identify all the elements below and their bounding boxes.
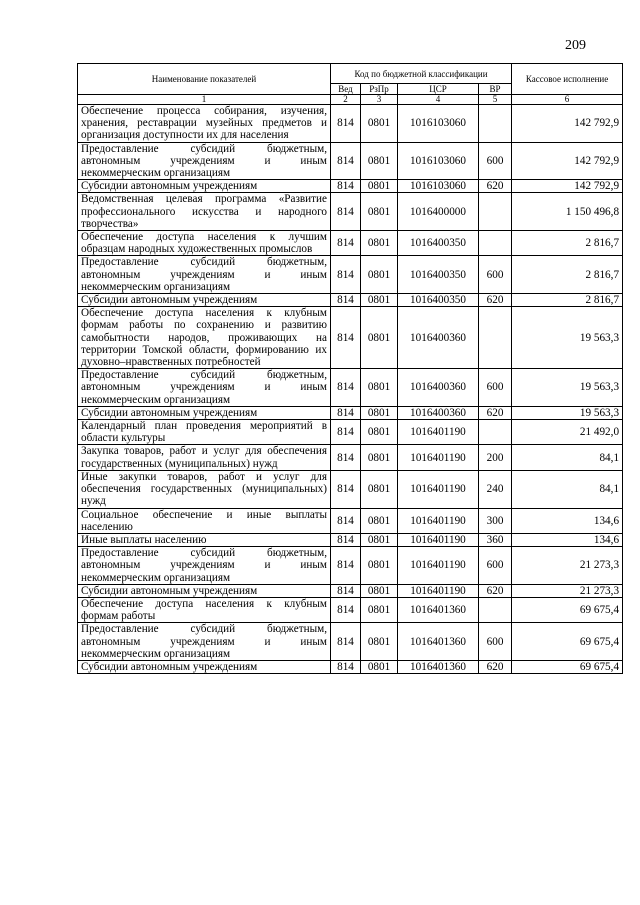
row-name: Календарный план проведения мероприятий в области культуры [78,420,331,445]
table-row [78,445,623,470]
row-ved: 814 [331,597,361,622]
row-rzpr: 0801 [361,142,398,180]
row-ved: 814 [331,533,361,546]
table-row [78,105,623,143]
row-rzpr: 0801 [361,180,398,193]
row-name: Предоставление субсидий бюджетным, автономным учреждениям и иным некоммерческим организациям [78,369,331,407]
row-ved: 814 [331,307,361,369]
row-csr: 1016400350 [398,256,479,294]
row-vr [479,307,512,369]
row-rzpr: 0801 [361,294,398,307]
row-name: Предоставление субсидий бюджетным, автономным учреждениям и иным некоммерческим организациям [78,256,331,294]
row-amount: 134,6 [512,533,623,546]
row-name: Субсидии автономным учреждениям [78,406,331,419]
row-ved: 814 [331,142,361,180]
table-row [78,470,623,508]
header-name: Наименование показателей [78,64,331,95]
row-name: Субсидии автономным учреждениям [78,584,331,597]
row-vr [479,420,512,445]
column-number: 1 [78,95,331,105]
row-vr [479,193,512,231]
row-vr: 620 [479,406,512,419]
column-number: 5 [479,95,512,105]
row-name: Субсидии автономным учреждениям [78,294,331,307]
page-number: 209 [565,38,586,53]
row-rzpr: 0801 [361,623,398,661]
row-name: Закупка товаров, работ и услуг для обеспечения государственных (муниципальных) нужд [78,445,331,470]
row-rzpr: 0801 [361,420,398,445]
row-ved: 814 [331,420,361,445]
row-csr: 1016401190 [398,584,479,597]
row-ved: 814 [331,508,361,533]
header-rzpr: РзПр [361,84,398,95]
row-ved: 814 [331,445,361,470]
header-code-group: Код по бюджетной классификации [331,64,512,84]
row-ved: 814 [331,623,361,661]
row-name: Субсидии автономным учреждениям [78,180,331,193]
row-name: Иные закупки товаров, работ и услуг для обеспечения государственных (муниципальных) нужд [78,470,331,508]
row-amount: 142 792,9 [512,142,623,180]
row-csr: 1016401190 [398,508,479,533]
row-amount: 19 563,3 [512,369,623,407]
table-row [78,597,623,622]
row-vr: 620 [479,294,512,307]
header-ved: Вед [331,84,361,95]
row-ved: 814 [331,584,361,597]
row-name: Предоставление субсидий бюджетным, автономным учреждениям и иным некоммерческим организациям [78,623,331,661]
row-csr: 1016103060 [398,180,479,193]
row-rzpr: 0801 [361,547,398,585]
row-vr [479,105,512,143]
table-row [78,369,623,407]
row-name: Предоставление субсидий бюджетным, автономным учреждениям и иным некоммерческим организациям [78,547,331,585]
row-name: Социальное обеспечение и иные выплаты населению [78,508,331,533]
row-csr: 1016401360 [398,623,479,661]
row-vr [479,231,512,256]
row-amount: 69 675,4 [512,660,623,673]
budget-table [77,63,623,674]
column-number: 4 [398,95,479,105]
row-amount: 69 675,4 [512,623,623,661]
table-row [78,256,623,294]
row-csr: 1016401190 [398,547,479,585]
row-name: Субсидии автономным учреждениям [78,660,331,673]
row-amount: 142 792,9 [512,180,623,193]
row-amount: 19 563,3 [512,406,623,419]
row-vr: 600 [479,623,512,661]
row-vr: 620 [479,180,512,193]
row-csr: 1016103060 [398,105,479,143]
row-amount: 2 816,7 [512,231,623,256]
row-csr: 1016400000 [398,193,479,231]
row-vr: 300 [479,508,512,533]
table-row [78,420,623,445]
row-rzpr: 0801 [361,508,398,533]
table-row [78,193,623,231]
row-vr [479,597,512,622]
row-amount: 21 492,0 [512,420,623,445]
row-rzpr: 0801 [361,445,398,470]
column-number-row [78,95,623,105]
row-vr: 600 [479,369,512,407]
row-vr: 600 [479,256,512,294]
table-body [78,105,623,674]
row-amount: 19 563,3 [512,307,623,369]
header-exec: Кассовое исполнение [512,64,623,95]
row-amount: 69 675,4 [512,597,623,622]
row-ved: 814 [331,660,361,673]
row-amount: 84,1 [512,445,623,470]
row-vr: 620 [479,584,512,597]
table-row [78,533,623,546]
row-amount: 84,1 [512,470,623,508]
row-rzpr: 0801 [361,105,398,143]
row-ved: 814 [331,180,361,193]
row-vr: 600 [479,547,512,585]
row-ved: 814 [331,256,361,294]
row-name: Обеспечение доступа населения к лучшим образцам народных художественных промыслов [78,231,331,256]
row-vr: 240 [479,470,512,508]
table-row [78,142,623,180]
row-vr: 600 [479,142,512,180]
row-ved: 814 [331,193,361,231]
row-ved: 814 [331,369,361,407]
row-rzpr: 0801 [361,470,398,508]
row-amount: 2 816,7 [512,256,623,294]
row-csr: 1016401360 [398,597,479,622]
row-amount: 134,6 [512,508,623,533]
row-amount: 142 792,9 [512,105,623,143]
row-name: Ведомственная целевая программа «Развитие профессионального искусства и народного творчества» [78,193,331,231]
table-row [78,623,623,661]
row-csr: 1016400350 [398,294,479,307]
row-csr: 1016400360 [398,406,479,419]
row-rzpr: 0801 [361,193,398,231]
row-csr: 1016401190 [398,445,479,470]
row-ved: 814 [331,406,361,419]
row-vr: 360 [479,533,512,546]
row-rzpr: 0801 [361,231,398,256]
row-csr: 1016103060 [398,142,479,180]
column-number: 3 [361,95,398,105]
row-rzpr: 0801 [361,660,398,673]
row-rzpr: 0801 [361,406,398,419]
row-rzpr: 0801 [361,597,398,622]
row-amount: 21 273,3 [512,547,623,585]
row-csr: 1016400360 [398,307,479,369]
table-row [78,406,623,419]
table-row [78,508,623,533]
row-rzpr: 0801 [361,533,398,546]
row-name: Обеспечение доступа населения к клубным формам работы по сохранению и развитию самобытности народов, проживающих на территории Томской области, формированию их духовно–нравственных потребностей [78,307,331,369]
row-rzpr: 0801 [361,256,398,294]
row-amount: 2 816,7 [512,294,623,307]
row-vr: 620 [479,660,512,673]
row-rzpr: 0801 [361,369,398,407]
row-ved: 814 [331,105,361,143]
row-ved: 814 [331,231,361,256]
row-csr: 1016400360 [398,369,479,407]
row-ved: 814 [331,294,361,307]
row-ved: 814 [331,470,361,508]
column-number: 2 [331,95,361,105]
row-csr: 1016400350 [398,231,479,256]
table-row [78,307,623,369]
row-rzpr: 0801 [361,307,398,369]
row-csr: 1016401190 [398,470,479,508]
row-name: Обеспечение доступа населения к клубным формам работы [78,597,331,622]
row-csr: 1016401360 [398,660,479,673]
row-amount: 21 273,3 [512,584,623,597]
table-row [78,294,623,307]
table-row [78,231,623,256]
table-row [78,660,623,673]
table-row [78,547,623,585]
table-row [78,180,623,193]
table-row [78,584,623,597]
row-csr: 1016401190 [398,533,479,546]
row-rzpr: 0801 [361,584,398,597]
header-csr: ЦСР [398,84,479,95]
row-csr: 1016401190 [398,420,479,445]
row-vr: 200 [479,445,512,470]
row-name: Иные выплаты населению [78,533,331,546]
row-ved: 814 [331,547,361,585]
column-number: 6 [512,95,623,105]
row-amount: 1 150 496,8 [512,193,623,231]
row-name: Обеспечение процесса собирания, изучения, хранения, реставрации музейных предметов и организация доступности их для населения [78,105,331,143]
header-vr: ВР [479,84,512,95]
table-header [78,64,623,105]
row-name: Предоставление субсидий бюджетным, автономным учреждениям и иным некоммерческим организациям [78,142,331,180]
